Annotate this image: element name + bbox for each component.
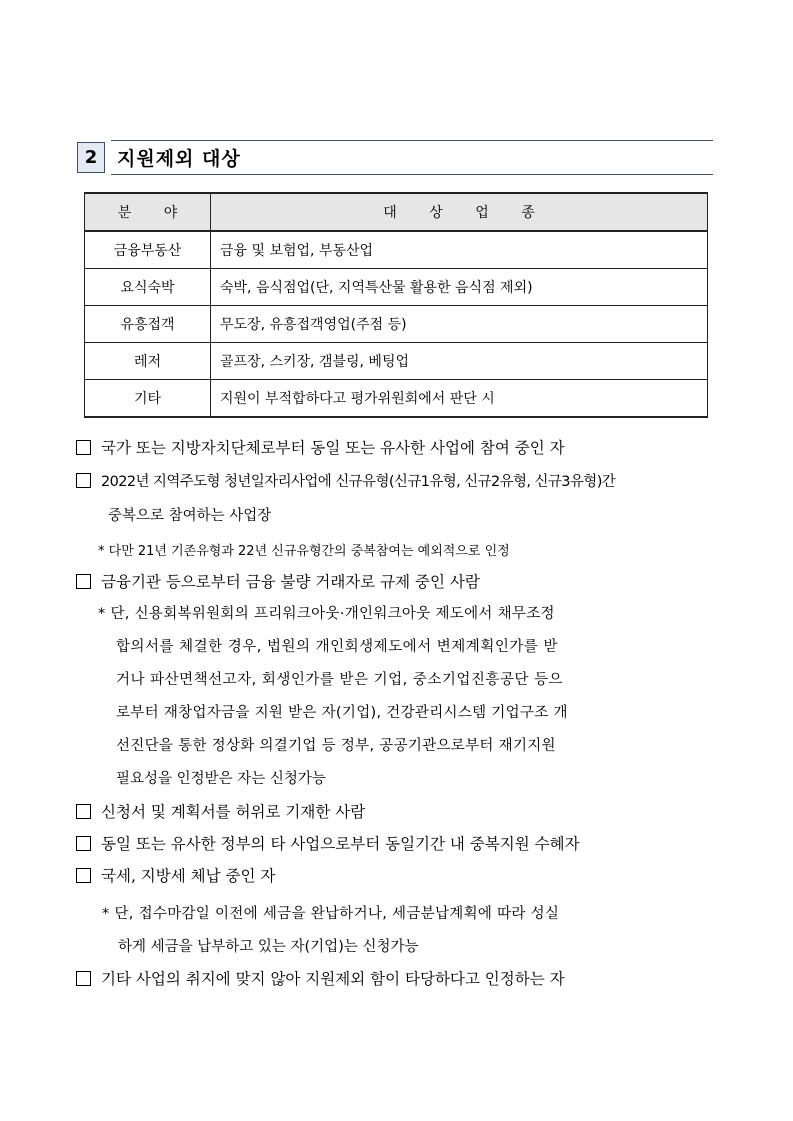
- row-category: 기타: [85, 380, 211, 418]
- item-continuation: 중복으로 참여하는 사업장: [108, 508, 272, 524]
- header-industry: 대 상 업 종: [211, 193, 708, 231]
- section-heading: [77, 140, 713, 176]
- list-item: [76, 832, 580, 854]
- heading-bottom-rule: [111, 174, 713, 175]
- item-note: 로부터 재창업자금을 지원 받은 자(기업), 건강관리시스템 기업구조 개: [116, 705, 568, 721]
- row-description: 금융 및 보험업, 부동산업: [211, 231, 708, 269]
- heading-top-rule: [111, 140, 713, 141]
- row-category: 요식숙박: [85, 269, 211, 306]
- item-text: 신청서 및 계획서를 허위로 기재한 사람: [101, 803, 366, 821]
- exclusion-table: [84, 192, 708, 418]
- table-row: [85, 269, 708, 306]
- table-row: [85, 380, 708, 418]
- item-text: 금융기관 등으로부터 금융 불량 거래자로 규제 중인 사람: [101, 573, 480, 591]
- list-item: [76, 470, 615, 491]
- row-description: 골프장, 스키장, 갬블링, 베팅업: [211, 343, 708, 380]
- item-text: 기타 사업의 취지에 맞지 않아 지원제외 함이 타당하다고 인정하는 자: [101, 970, 565, 988]
- section-number: 2: [77, 142, 105, 173]
- item-text: 동일 또는 유사한 정부의 타 사업으로부터 동일기간 내 중복지원 수혜자: [101, 835, 580, 853]
- list-item: [76, 800, 365, 822]
- table-row: [85, 343, 708, 380]
- item-note: 필요성을 인정받은 자는 신청가능: [116, 771, 326, 787]
- list-item: [76, 436, 565, 458]
- checkbox-square-icon: [76, 971, 91, 986]
- row-category: 유흥접객: [85, 306, 211, 343]
- item-note: * 다만 21년 기존유형과 22년 신규유형간의 중복참여는 예외적으로 인정: [98, 544, 510, 559]
- checkbox-square-icon: [76, 440, 91, 455]
- header-field: 분 야: [85, 193, 211, 231]
- section-title: 지원제외 대상: [117, 148, 241, 170]
- table-row: [85, 231, 708, 269]
- item-note: 선진단을 통한 정상화 의결기업 등 정부, 공공기관으로부터 재기지원: [116, 738, 556, 754]
- item-note: 하게 세금을 납부하고 있는 자(기업)는 신청가능: [118, 939, 419, 955]
- item-note: * 단, 신용회복위원회의 프리워크아웃·개인워크아웃 제도에서 채무조정: [98, 606, 555, 622]
- checkbox-square-icon: [76, 574, 91, 589]
- row-category: 레저: [85, 343, 211, 380]
- table-row: [85, 306, 708, 343]
- row-description: 지원이 부적합하다고 평가위원회에서 판단 시: [211, 380, 708, 418]
- row-description: 숙박, 음식점업(단, 지역특산물 활용한 음식점 제외): [211, 269, 708, 306]
- item-text: 2022년 지역주도형 청년일자리사업에 신규유형(신규1유형, 신규2유형, 신규3유형)간: [101, 474, 616, 490]
- item-note: 거나 파산면책선고자, 회생인가를 받은 기업, 중소기업진흥공단 등으: [116, 672, 564, 688]
- checkbox-square-icon: [76, 868, 91, 883]
- item-note: 합의서를 체결한 경우, 법원의 개인회생제도에서 변제계획인가를 받: [116, 639, 558, 655]
- item-text: 국가 또는 지방자치단체로부터 동일 또는 유사한 사업에 참여 중인 자: [101, 439, 565, 457]
- checkbox-square-icon: [76, 473, 91, 488]
- item-note: * 단, 접수마감일 이전에 세금을 완납하거나, 세금분납계획에 따라 성실: [102, 906, 560, 922]
- checkbox-square-icon: [76, 836, 91, 851]
- list-item: [76, 570, 480, 592]
- row-description: 무도장, 유흥접객영업(주점 등): [211, 306, 708, 343]
- row-category: 금융부동산: [85, 231, 211, 269]
- list-item: [76, 864, 275, 886]
- table-header-row: [85, 193, 708, 231]
- list-item: [76, 967, 565, 989]
- item-text: 국세, 지방세 체납 중인 자: [101, 867, 276, 885]
- checkbox-square-icon: [76, 804, 91, 819]
